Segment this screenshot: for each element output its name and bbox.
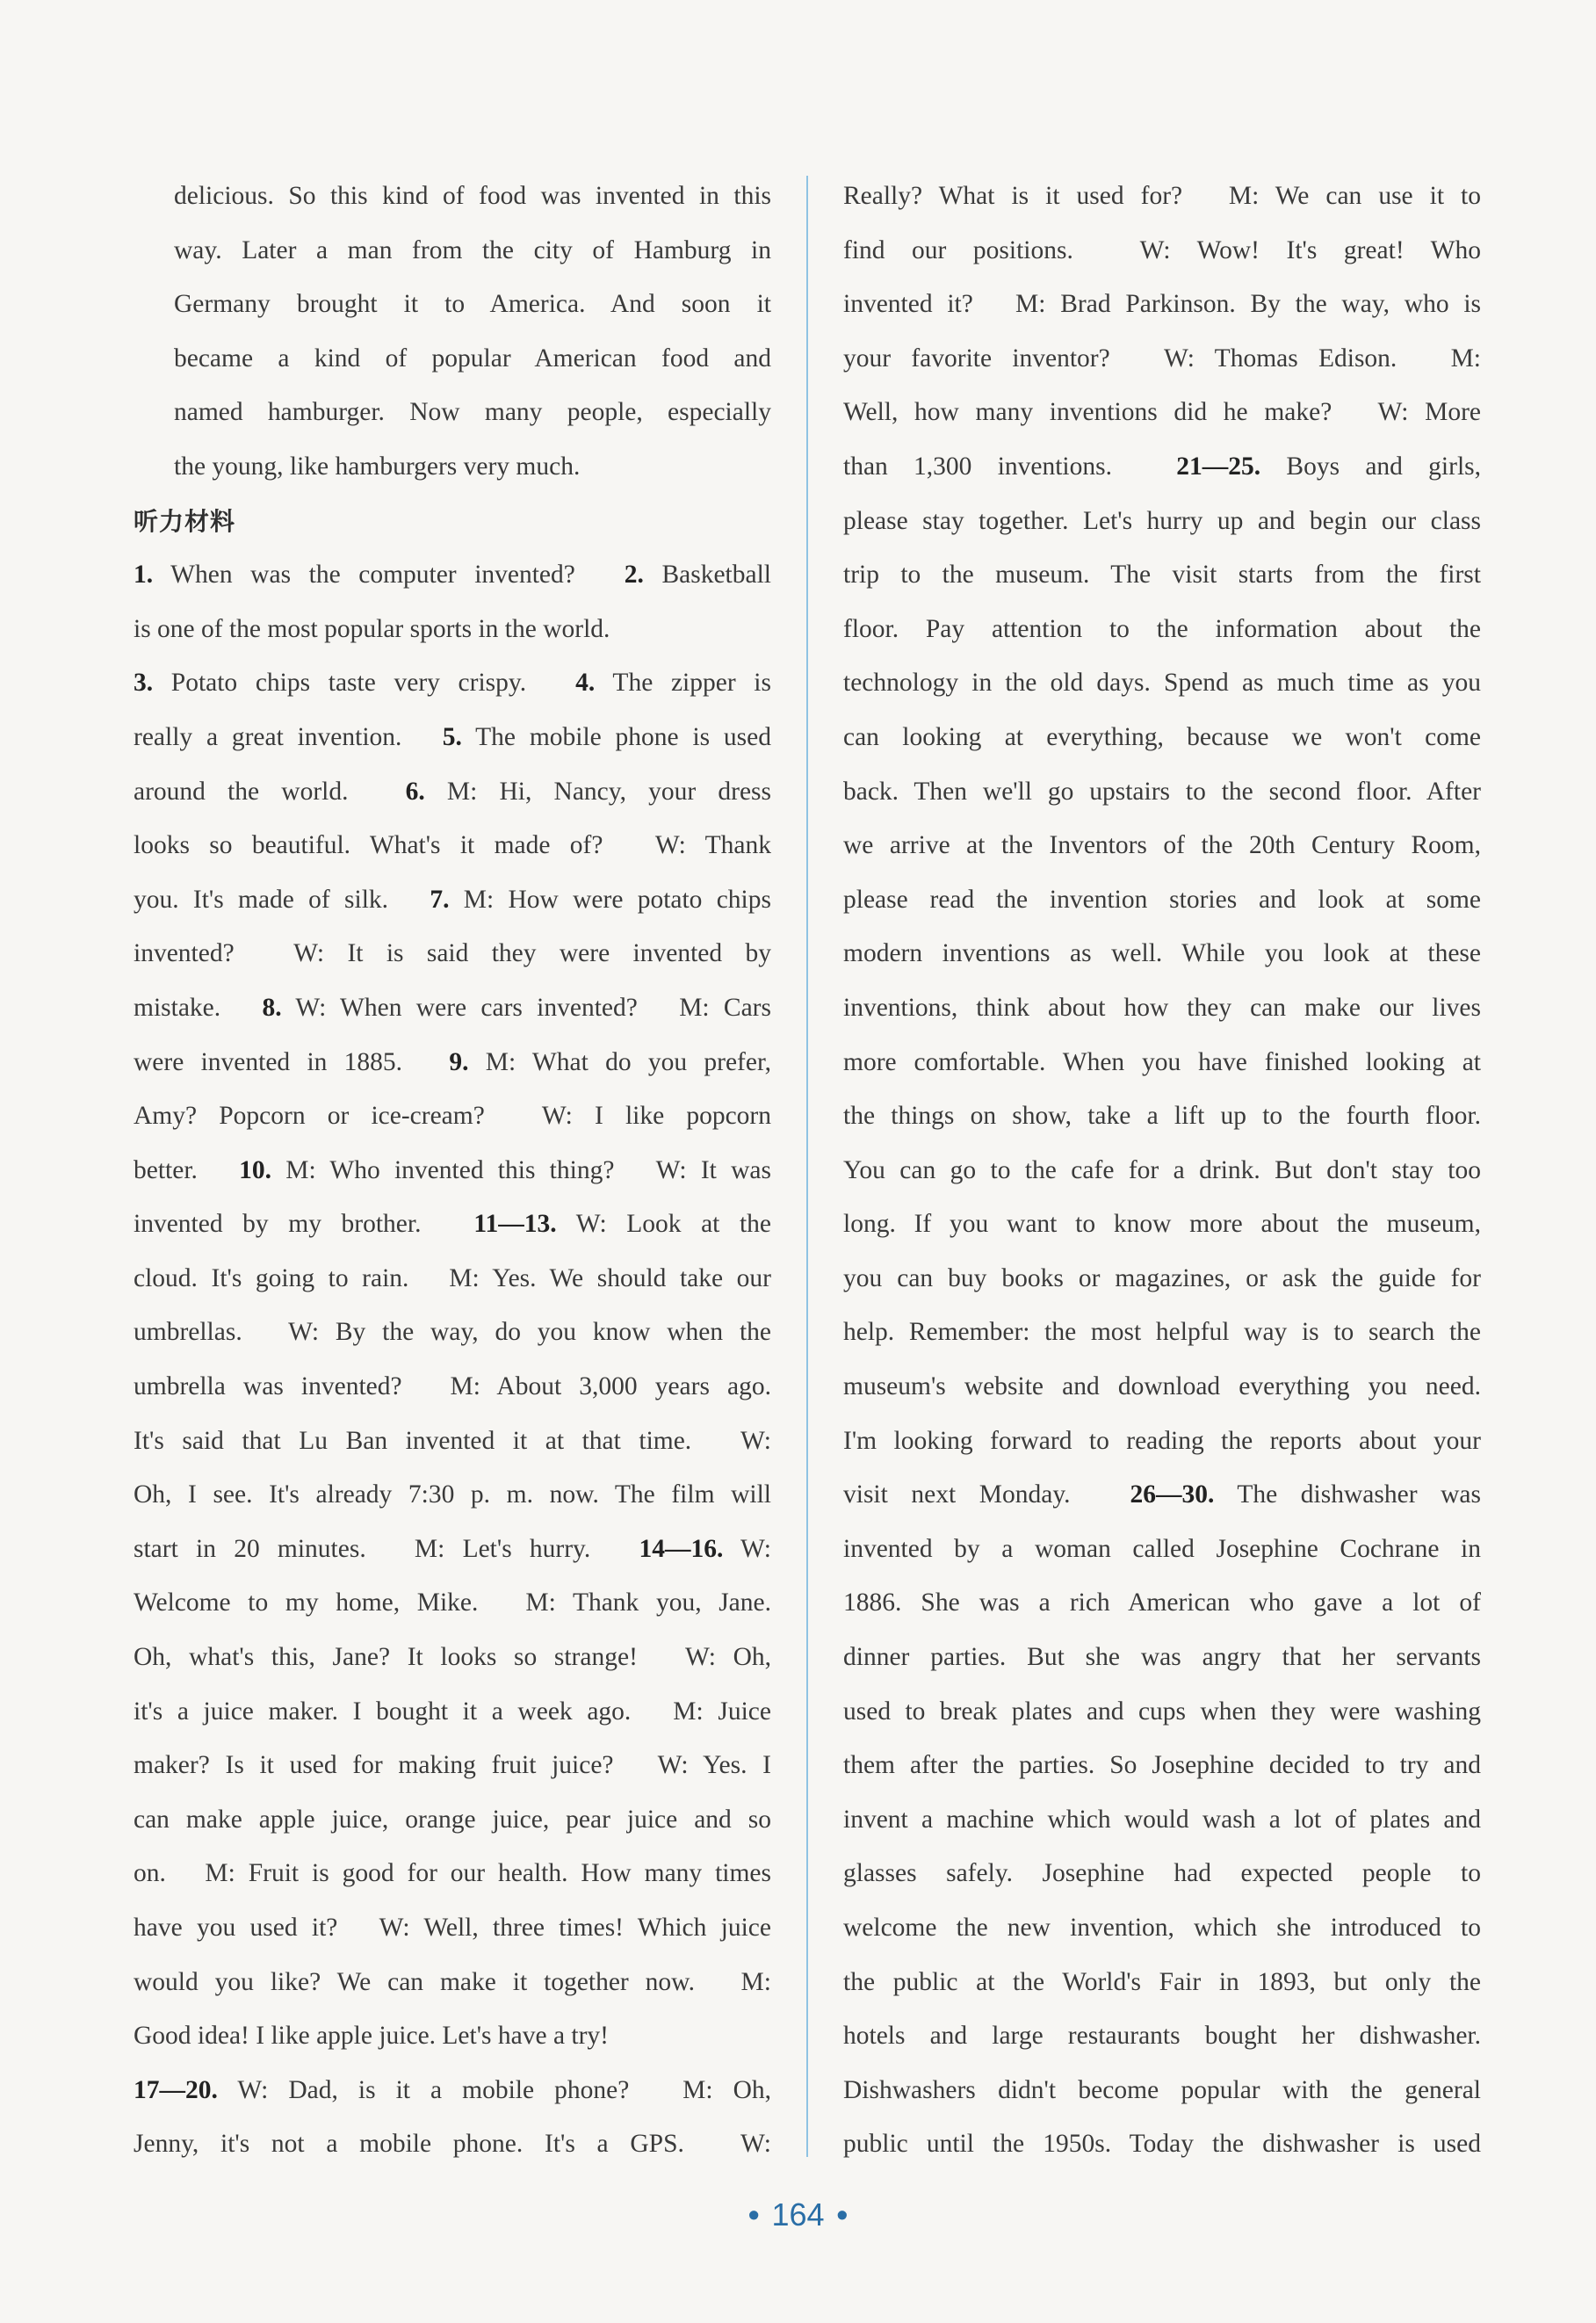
line-text: Basketball [643, 561, 771, 590]
text-line [843, 765, 1481, 820]
text-line [843, 1956, 1481, 2010]
line-text: modern inventions as well. While you look at these [843, 939, 1481, 968]
line-text: Amy? Popcorn or ice-cream? W: I like popcorn [134, 1102, 771, 1131]
text-line [843, 278, 1481, 332]
line-text: start in 20 minutes. M: Let's hurry. [134, 1534, 639, 1563]
question-number: 6. [405, 777, 425, 806]
line-text: umbrella was invented? M: About 3,000 years ago. [134, 1372, 771, 1401]
text-line [134, 1739, 771, 1793]
line-text: please stay together. Let's hurry up and begin our class [843, 506, 1481, 535]
text-line [843, 1631, 1481, 1685]
page-number-dot-left: • [747, 2196, 760, 2233]
line-text: hotels and large restaurants bought her dishwasher. [843, 2022, 1481, 2051]
text-line [843, 1306, 1481, 1360]
line-text: you can buy books or magazines, or ask the guide for [843, 1263, 1481, 1292]
text-line [134, 765, 771, 820]
line-text: M: What do you prefer, [468, 1047, 771, 1076]
line-text: more comfortable. When you have finished looking at [843, 1047, 1481, 1076]
column-divider [806, 176, 808, 2157]
line-text: It's said that Lu Ban invented it at that time. W: [134, 1426, 771, 1455]
page-number-dot-right: • [836, 2196, 849, 2233]
line-text: invented? W: It is said they were invented by [134, 939, 771, 968]
text-line [843, 1576, 1481, 1631]
text-line [843, 1793, 1481, 1848]
text-line [134, 1306, 771, 1360]
text-line [843, 495, 1481, 549]
text-line [843, 170, 1481, 224]
line-text: M: Hi, Nancy, your dress [424, 777, 772, 806]
line-text: Boys and girls, [1260, 452, 1482, 481]
line-text: looks so beautiful. What's it made of? W: Thank [134, 831, 771, 860]
text-line [843, 1198, 1481, 1252]
question-number: 17—20. [134, 2075, 218, 2104]
line-text: M: How were potato chips [449, 885, 771, 914]
line-text: W: Dad, is it a mobile phone? M: Oh, [217, 2075, 771, 2104]
text-line [843, 1685, 1481, 1740]
line-text: Jenny, it's not a mobile phone. It's a GPS. W: [134, 2130, 771, 2159]
intro-line: delicious. So this kind of food was invented in this [174, 182, 771, 210]
line-text: 1886. She was a rich American who gave a lot of [843, 1588, 1481, 1617]
page-number: 164 [771, 2196, 825, 2233]
line-text: better. [134, 1155, 240, 1184]
line-text: cloud. It's going to rain. M: Yes. We should take our [134, 1263, 771, 1292]
question-number: 11—13. [473, 1210, 557, 1239]
line-text: The dishwasher was [1214, 1480, 1481, 1509]
line-text: Really? What is it used for? M: We can use it to [843, 182, 1481, 210]
text-line [134, 1956, 771, 2010]
line-text: find our positions. W: Wow! It's great! Who [843, 235, 1481, 264]
text-line [843, 1847, 1481, 1901]
text-line [843, 1415, 1481, 1469]
text-line [843, 1468, 1481, 1523]
text-line [134, 1089, 771, 1144]
line-text: is one of the most popular sports in the world. [134, 614, 610, 643]
line-text: invent a machine which would wash a lot of plates and [843, 1805, 1481, 1834]
text-line [134, 1847, 771, 1901]
right-column [843, 170, 1481, 2172]
text-line [843, 332, 1481, 387]
text-line [843, 548, 1481, 603]
text-line [843, 440, 1481, 495]
text-line [843, 1089, 1481, 1144]
question-number: 1. [134, 561, 154, 590]
text-line [843, 2064, 1481, 2118]
line-text: used to break plates and cups when they were washing [843, 1697, 1481, 1726]
text-line [843, 1360, 1481, 1415]
question-number: 5. [442, 722, 462, 751]
question-number: 26—30. [1130, 1480, 1215, 1509]
line-text: invented it? M: Brad Parkinson. By the way, who is [843, 290, 1481, 319]
line-text: W: [723, 1534, 771, 1563]
intro-line: the young, like hamburgers very much. [174, 452, 581, 481]
text-line [134, 2064, 771, 2118]
line-text: around the world. [134, 777, 406, 806]
text-line [843, 981, 1481, 1036]
text-line [843, 603, 1481, 657]
text-line [134, 1360, 771, 1415]
question-number: 9. [449, 1047, 469, 1076]
question-number: 21—25. [1176, 452, 1261, 481]
text-line [134, 1036, 771, 1090]
line-text: Oh, I see. It's already 7:30 p. m. now. The film will [134, 1480, 771, 1509]
text-line [134, 1685, 771, 1740]
line-text: long. If you want to know more about the museum, [843, 1210, 1481, 1239]
text-line [843, 1036, 1481, 1090]
line-text: glasses safely. Josephine had expected people to [843, 1859, 1481, 1888]
line-text: back. Then we'll go upstairs to the second floor. After [843, 777, 1481, 806]
line-text: can looking at everything, because we won't come [843, 722, 1481, 751]
line-text: dinner parties. But she was angry that her servants [843, 1643, 1481, 1672]
question-number: 2. [624, 561, 644, 590]
question-number: 3. [134, 669, 154, 698]
left-column [134, 170, 771, 2172]
line-text: the public at the World's Fair in 1893, but only the [843, 1967, 1481, 1996]
line-text: Welcome to my home, Mike. M: Thank you, Jane. [134, 1588, 771, 1617]
text-line [843, 1739, 1481, 1793]
text-line [843, 711, 1481, 765]
line-text: museum's website and download everything you need. [843, 1372, 1481, 1401]
line-text: umbrellas. W: By the way, do you know when the [134, 1318, 771, 1347]
line-text: When was the computer invented? [153, 561, 625, 590]
line-text: can make apple juice, orange juice, pear juice and so [134, 1805, 771, 1834]
intro-line: way. Later a man from the city of Hamburg in [174, 235, 771, 264]
line-text: it's a juice maker. I bought it a week ago. M: Juice [134, 1697, 771, 1726]
text-line [134, 603, 771, 657]
line-text: M: Who invented this thing? W: It was [271, 1155, 771, 1184]
section-heading: 听力材料 [134, 506, 236, 536]
line-text: invented by a woman called Josephine Cochrane in [843, 1534, 1481, 1563]
text-line [134, 819, 771, 873]
line-text: I'm looking forward to reading the reports about your [843, 1426, 1481, 1455]
line-text: were invented in 1885. [134, 1047, 450, 1076]
text-line [843, 224, 1481, 279]
line-text: mistake. [134, 993, 263, 1022]
line-text: Oh, what's this, Jane? It looks so strange! W: Oh, [134, 1643, 771, 1672]
line-text: The zipper is [595, 669, 771, 698]
line-text: invented by my brother. [134, 1210, 474, 1239]
text-line [134, 548, 771, 603]
line-text: maker? Is it used for making fruit juice? W: Yes. I [134, 1751, 771, 1780]
intro-line: became a kind of popular American food and [174, 344, 771, 373]
text-line [134, 1415, 771, 1469]
line-text: you. It's made of silk. [134, 885, 430, 914]
text-line [134, 2009, 771, 2064]
line-text: public until the 1950s. Today the dishwasher is used [843, 2130, 1481, 2159]
line-text: Good idea! I like apple juice. Let's have a try! [134, 2022, 610, 2051]
line-text: your favorite inventor? W: Thomas Edison. M: [843, 344, 1481, 373]
line-text: than 1,300 inventions. [843, 452, 1177, 481]
question-number: 10. [239, 1155, 272, 1184]
text-line [843, 1144, 1481, 1198]
line-text: Potato chips taste very crispy. [153, 669, 576, 698]
line-text: trip to the museum. The visit starts from the first [843, 561, 1481, 590]
text-line [134, 1793, 771, 1848]
line-text: we arrive at the Inventors of the 20th Century Room, [843, 831, 1481, 860]
text-line [134, 1523, 771, 1577]
text-line [843, 1901, 1481, 1956]
text-line [134, 1901, 771, 1956]
line-text: Well, how many inventions did he make? W: More [843, 398, 1481, 427]
text-line [134, 711, 771, 765]
text-line [843, 1252, 1481, 1306]
text-line [134, 873, 771, 928]
line-text: please read the invention stories and look at some [843, 885, 1481, 914]
line-text: the things on show, take a lift up to the fourth floor. [843, 1102, 1481, 1131]
page-number-footer [0, 2196, 1596, 2233]
text-line [843, 873, 1481, 928]
line-text: W: When were cars invented? M: Cars [281, 993, 771, 1022]
line-text: visit next Monday. [843, 1480, 1130, 1509]
text-line [134, 1144, 771, 1198]
question-number: 8. [262, 993, 282, 1022]
text-line [843, 2117, 1481, 2172]
line-text: would you like? We can make it together now. M: [134, 1967, 771, 1996]
text-line [843, 927, 1481, 981]
line-text: The mobile phone is used [461, 722, 771, 751]
text-line [843, 386, 1481, 440]
intro-line: named hamburger. Now many people, especially [174, 398, 771, 427]
question-number: 7. [430, 885, 450, 914]
text-line [843, 819, 1481, 873]
line-text: help. Remember: the most helpful way is to search the [843, 1318, 1481, 1347]
question-number: 14—16. [639, 1534, 724, 1563]
text-line [134, 656, 771, 711]
text-line [843, 1523, 1481, 1577]
line-text: inventions, think about how they can make our lives [843, 993, 1481, 1022]
text-line [134, 927, 771, 981]
text-line [134, 1576, 771, 1631]
text-line [134, 1198, 771, 1252]
line-text: You can go to the cafe for a drink. But don't stay too [843, 1155, 1481, 1184]
text-line [134, 1252, 771, 1306]
text-line [134, 1631, 771, 1685]
line-text: on. M: Fruit is good for our health. How many times [134, 1859, 771, 1888]
line-text: W: Look at the [556, 1210, 771, 1239]
intro-line: Germany brought it to America. And soon it [174, 290, 771, 319]
question-number: 4. [575, 669, 596, 698]
text-line [134, 981, 771, 1036]
text-line [134, 2117, 771, 2172]
text-line [134, 1468, 771, 1523]
line-text: technology in the old days. Spend as much time as you [843, 669, 1481, 698]
line-text: really a great invention. [134, 722, 443, 751]
line-text: welcome the new invention, which she introduced to [843, 1914, 1481, 1942]
line-text: floor. Pay attention to the information about the [843, 614, 1481, 643]
line-text: them after the parties. So Josephine decided to try and [843, 1751, 1481, 1780]
text-line [843, 656, 1481, 711]
text-line [843, 2009, 1481, 2064]
line-text: have you used it? W: Well, three times! Which juice [134, 1914, 771, 1942]
line-text: Dishwashers didn't become popular with the general [843, 2075, 1481, 2104]
